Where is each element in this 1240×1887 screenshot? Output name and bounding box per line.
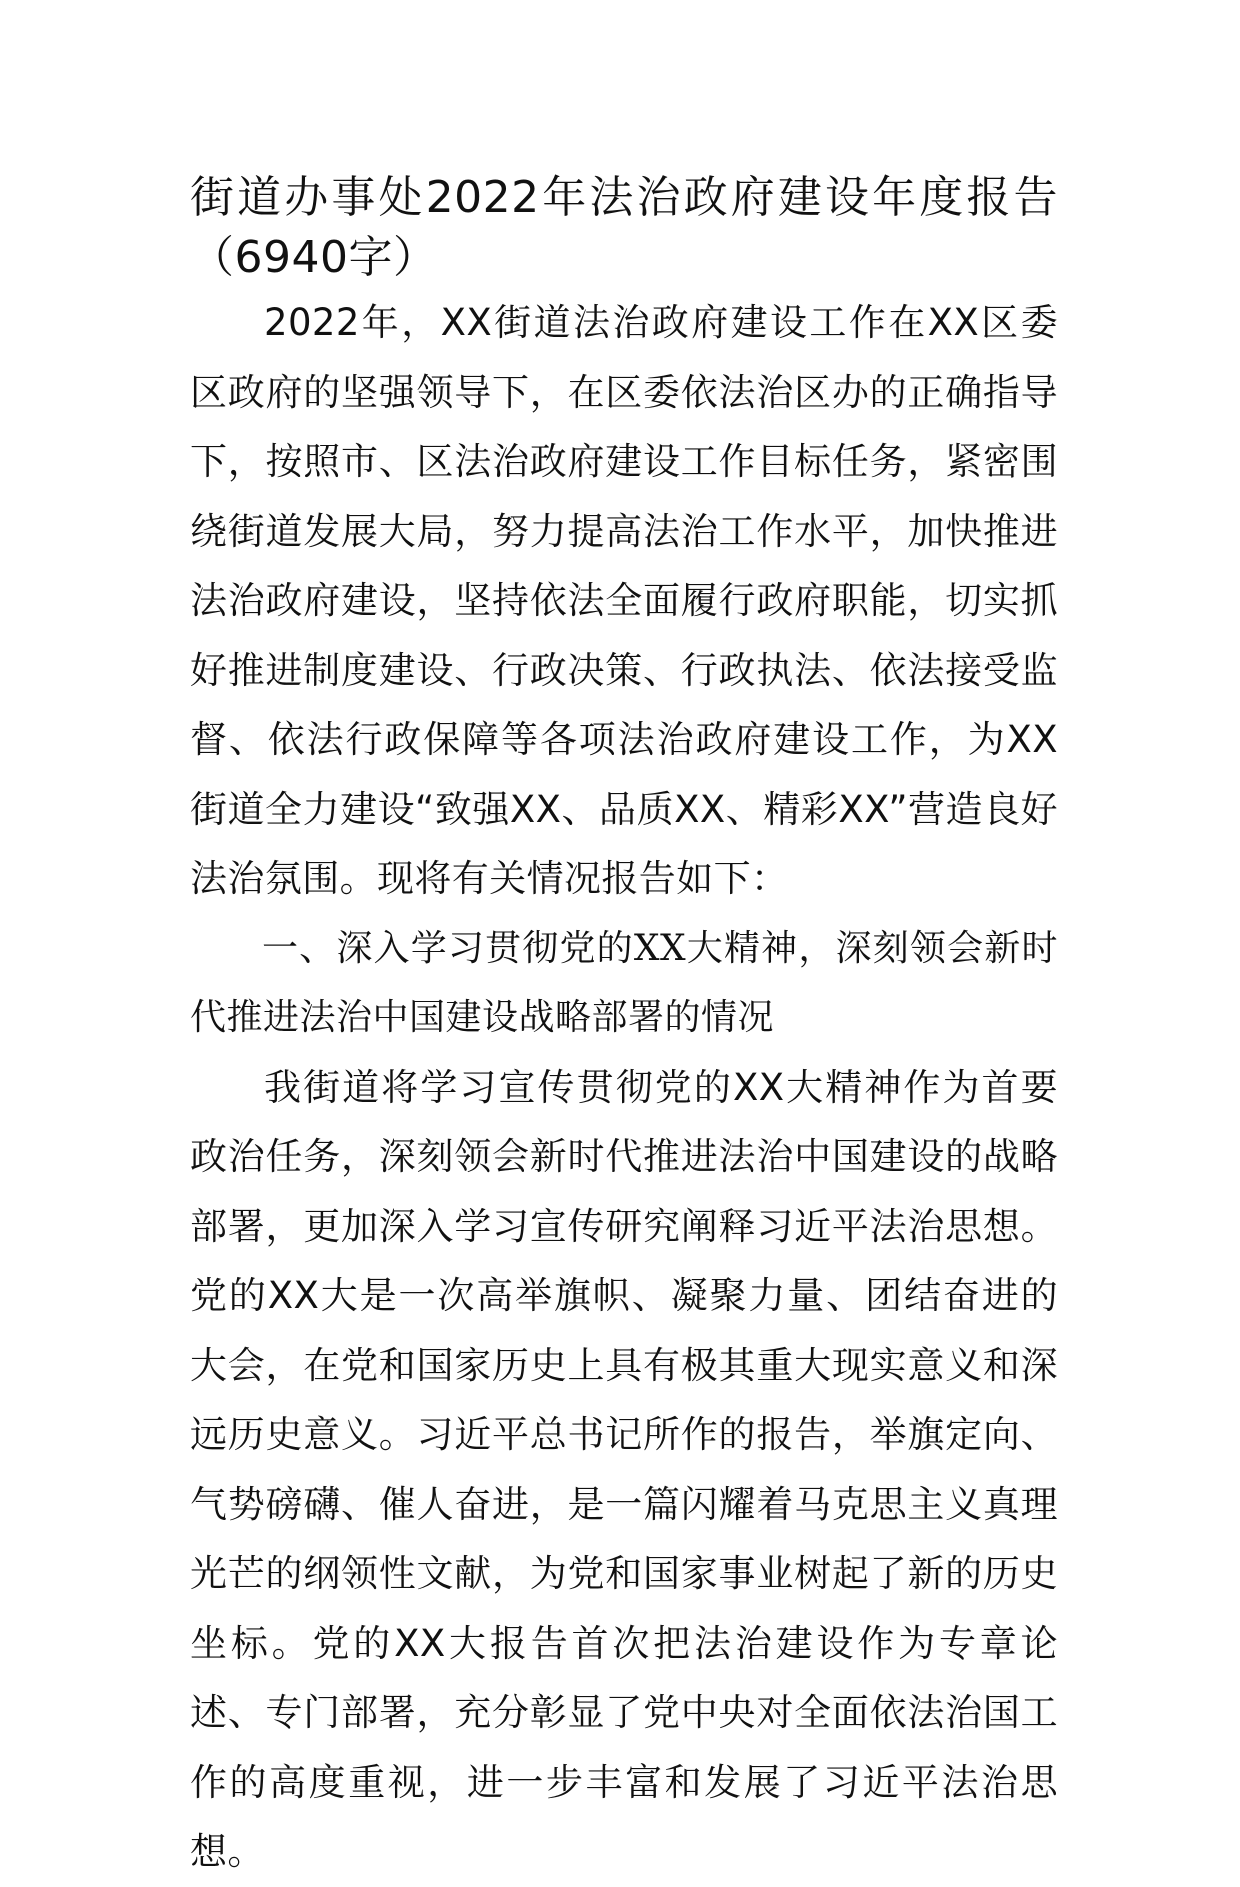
intro-paragraph: 2022年，XX街道法治政府建设工作在XX区委区政府的坚强领导下，在区委依法治区办的正确指导下，按照市、区法治政府建设工作目标任务，紧密围绕街道发展大局，努力提高法治工作水平，加快推进法治政府建设，坚持依法全面履行政府职能，切实抓好推进制度建设、行政决策、行政执法、依法接受监督、依法行政保障等各项法治政府建设工作，为XX街道全力建设“致强XX、品质XX、精彩XX”营造良好法治氛围。现将有关情况报告如下： [190,301,1058,900]
section-1-paragraph: 我街道将学习宣传贯彻党的XX大精神作为首要政治任务，深刻领会新时代推进法治中国建设的战略部署，更加深入学习宣传研究阐释习近平法治思想。党的XX大是一次高举旗帜、凝聚力量、团结奋进的大会，在党和国家历史上具有极其重大现实意义和深远历史意义。习近平总书记所作的报告，举旗定向、气势磅礴、催人奋进，是一篇闪耀着马克思主义真理光芒的纲领性文献，为党和国家事业树起了新的历史坐标。党的XX大报告首次把法治建设作为专章论述、专门部署，充分彰显了党中央对全面依法治国工作的高度重视，进一步丰富和发展了习近平法治思想。 [190,1065,1058,1873]
section-heading-1: 一、深入学习贯彻党的XX大精神，深刻领会新时代推进法治中国建设战略部署的情况 [190,927,1058,1038]
document-title: 街道办事处2022年法治政府建设年度报告（6940字） [190,172,1058,283]
document-body [190,168,1058,1887]
